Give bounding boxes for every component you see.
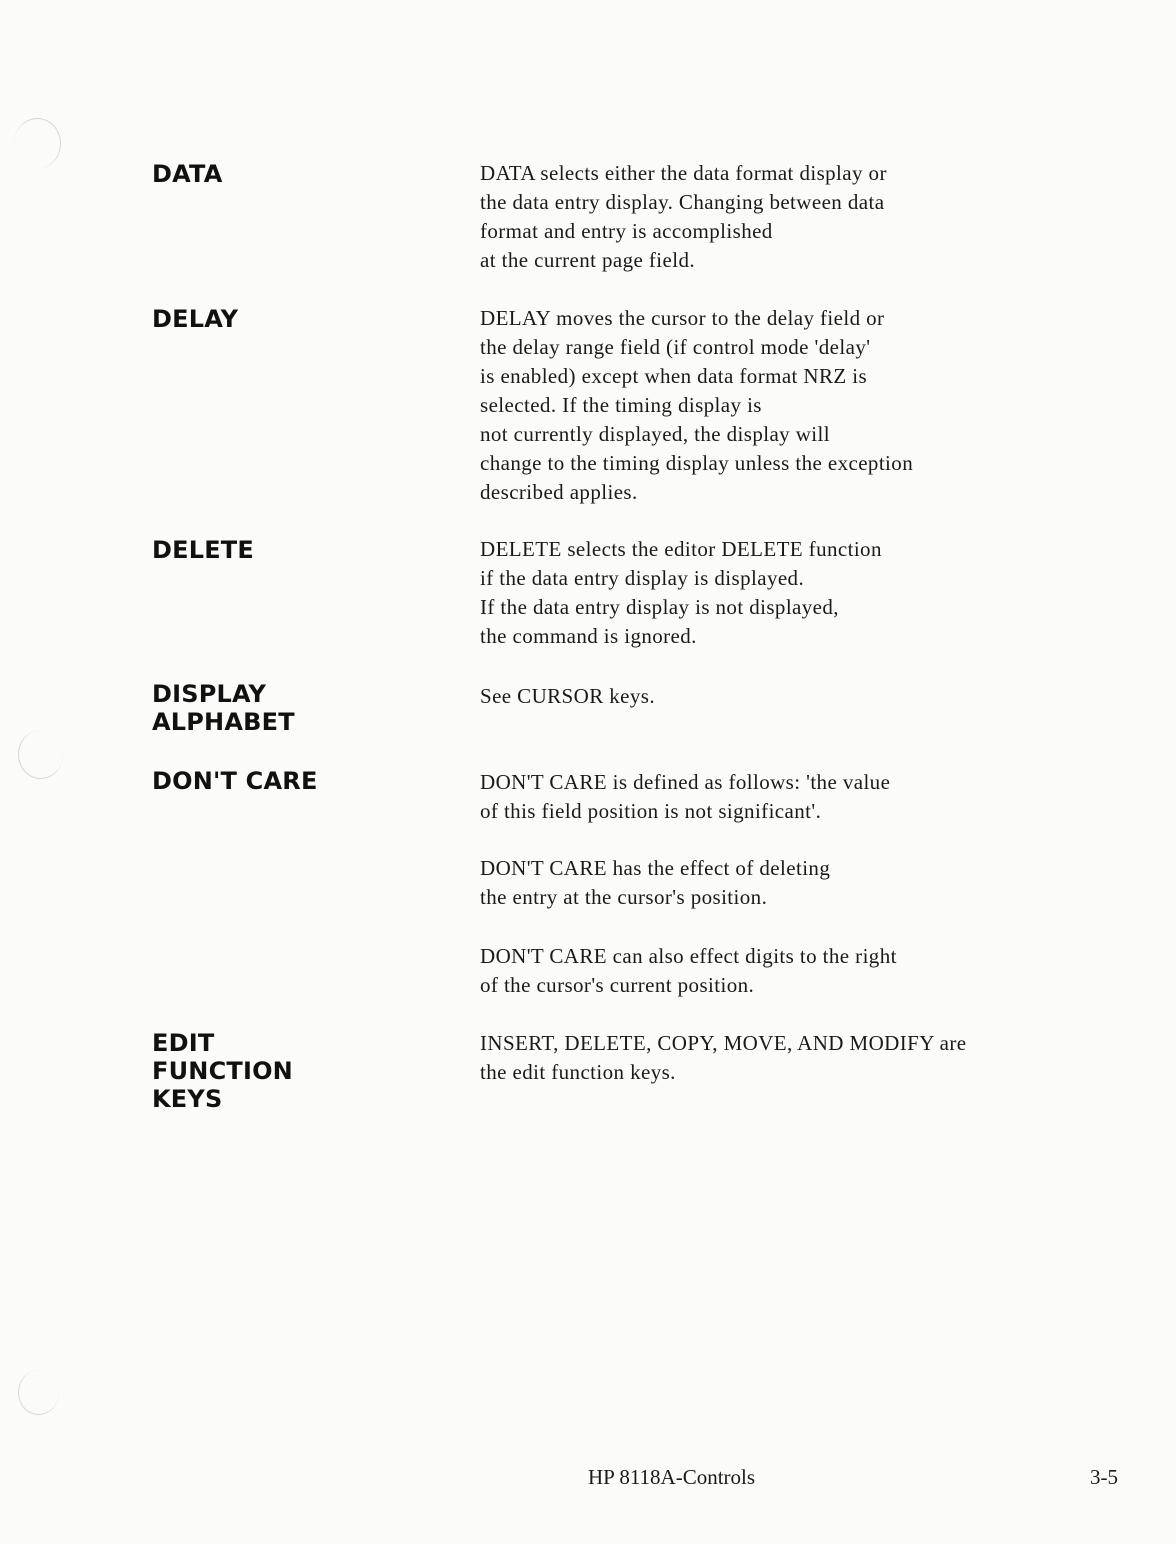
desc-line: DELAY moves the cursor to the delay field or (480, 306, 885, 330)
desc-delay (480, 304, 1100, 507)
scan-artifact (18, 730, 63, 779)
desc-line: the edit function keys. (480, 1060, 676, 1084)
desc-dont-care-3 (480, 942, 1100, 1000)
footer-title: HP 8118A-Controls (588, 1465, 756, 1489)
scan-artifact (18, 1370, 59, 1415)
desc-line: DON'T CARE has the effect of deleting (480, 856, 831, 880)
desc-edit-function-keys (480, 1029, 1100, 1087)
term-delete (152, 536, 254, 564)
desc-line: DATA selects either the data format display or (480, 161, 887, 185)
desc-line: at the current page field. (480, 248, 696, 272)
desc-line: selected. If the timing display is (480, 393, 762, 417)
term-line: DELAY (152, 305, 239, 333)
term-dont-care (152, 767, 318, 795)
desc-line: change to the timing display unless the exception (480, 451, 914, 475)
term-line: DISPLAY (152, 680, 267, 708)
desc-line: of the cursor's current position. (480, 973, 755, 997)
desc-line: not currently displayed, the display will (480, 422, 831, 446)
desc-line: of this field position is not significant'. (480, 799, 822, 823)
term-line: DATA (152, 160, 223, 188)
desc-display-alphabet (480, 682, 1100, 711)
desc-line: described applies. (480, 480, 638, 504)
desc-line: the delay range field (if control mode 'delay' (480, 335, 871, 359)
scan-artifact (14, 118, 61, 169)
term-line: DELETE (152, 536, 254, 564)
term-line: DON'T CARE (152, 767, 318, 795)
term-line: FUNCTION (152, 1057, 293, 1085)
desc-line: See CURSOR keys. (480, 684, 655, 708)
term-line: ALPHABET (152, 708, 295, 736)
desc-delete (480, 535, 1100, 651)
desc-dont-care-2 (480, 854, 1100, 912)
desc-line: DON'T CARE is defined as follows: 'the value (480, 770, 891, 794)
term-edit-function-keys (152, 1029, 293, 1113)
desc-line: If the data entry display is not displayed, (480, 595, 839, 619)
desc-line: DON'T CARE can also effect digits to the right (480, 944, 897, 968)
desc-line: the data entry display. Changing between data (480, 190, 885, 214)
term-display-alphabet (152, 680, 295, 736)
page-number: 3-5 (1090, 1465, 1118, 1489)
desc-line: DELETE selects the editor DELETE function (480, 537, 882, 561)
desc-line: the command is ignored. (480, 624, 697, 648)
desc-dont-care-1 (480, 768, 1100, 826)
term-line: KEYS (152, 1085, 223, 1113)
desc-line: if the data entry display is displayed. (480, 566, 805, 590)
term-data (152, 160, 223, 188)
term-delay (152, 305, 238, 333)
desc-line: is enabled) except when data format NRZ is (480, 364, 868, 388)
desc-data (480, 159, 1100, 275)
desc-line: the entry at the cursor's position. (480, 885, 768, 909)
desc-line: INSERT, DELETE, COPY, MOVE, AND MODIFY are (480, 1031, 967, 1055)
desc-line: format and entry is accomplished (480, 219, 773, 243)
term-line: EDIT (152, 1029, 215, 1057)
